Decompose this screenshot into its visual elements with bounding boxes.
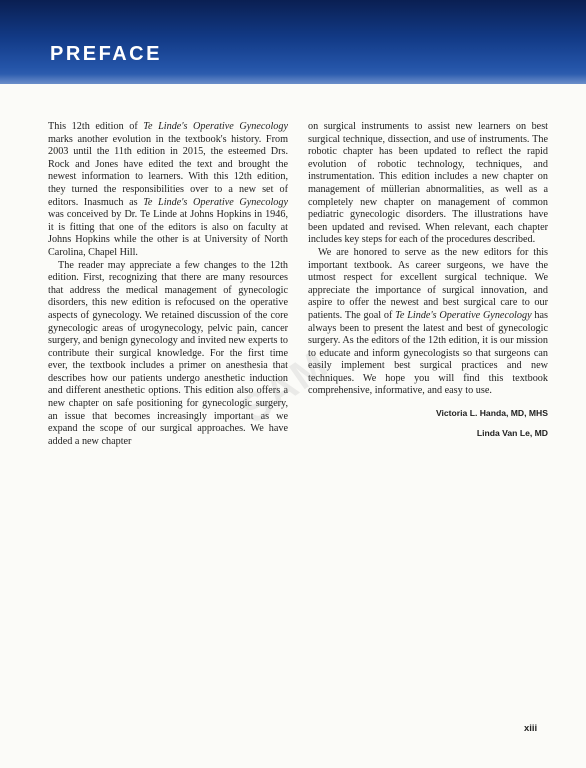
paragraph-1-text-a: This 12th edition of <box>48 121 144 132</box>
paragraph-2-continued: on surgical instruments to assist new learners on best surgical technique, dissection, and use of instruments. The robotic chapter has been updated to reflect the rapid evolution of robotic technology, techniques, and instrumentation. This edition includes a new chapter on management of müllerian abnormalities, as well as a completely new chapter on management of common pediatric gynecologic disorders. The illustrations have been updated and revised. When relevant, each chapter includes key steps for each of the procedures described. <box>308 121 548 246</box>
paragraph-1 <box>48 121 288 260</box>
paragraph-3-text-a: We are honored to serve as the new editors for this important textbook. As career surgeons, we have the utmost respect for excellent surgical technique. We appreciate the importance of surgical innovation, and aspire to offer the newest and best surgical care to our patients. The goal of <box>308 246 548 321</box>
editor-signature-2: Linda Van Le, MD <box>476 428 548 439</box>
paragraph-2: The reader may appreciate a few changes to the 12th edition. First, recognizing that there are many resources that address the medical management of gynecologic disorders, this new edition is refocused on the operative aspects of gynecology. We retained discussion of the core gynecologic areas of urogynecology, pelvic pain, cancer surgery, and benign gynecology and invited new experts to contribute their surgical knowledge. For the first time ever, the textbook includes a primer on anesthesia that describes how our patients undergo anesthetic induction and different anesthetic options. This edition also offers a new chapter on safe positioning for gynecologic surgery, an issue that becomes increasingly important as we expand the scope of our surgical approaches. We have added a new chapter <box>48 259 288 447</box>
paragraph-1-text-c: was conceived by Dr. Te Linde at Johns Hopkins in 1946, it is fitting that one of the editors is also on faculty at Johns Hopkins while the other is at University of North Carolina, Chapel Hill. <box>48 209 288 258</box>
paragraph-3-text-b: has always been to present the latest and best of gynecologic surgery. As the editors of the 12th edition, it is our mission to educate and inform gynecologists so that surgeons can easily implement best surgical practices and new techniques. We hope you will find this textbook comprehensive, informative, and easy to use. <box>308 309 548 397</box>
book-title-italic: Te Linde's Operative Gynecology <box>395 309 532 321</box>
paragraph-1-text-b: marks another evolution in the textbook's history. From 2003 until the 11th edition in 2015, the esteemed Drs. Rock and Jones have edited the text and brought the newest information to learners. With this 12th edition, they turned the responsibilities over to a new set of editors. Inasmuch as <box>48 133 288 208</box>
watermark: SAM <box>233 341 337 433</box>
text-column-right <box>308 121 548 439</box>
paragraph-3 <box>308 247 548 398</box>
text-column-left <box>48 121 288 448</box>
chapter-header-band <box>0 0 586 84</box>
book-title-italic: Te Linde's Operative Gynecology <box>143 196 288 208</box>
book-title-italic: Te Linde's Operative Gynecology <box>143 121 288 132</box>
page-number: xiii <box>524 723 538 734</box>
editor-signature-1: Victoria L. Handa, MD, MHS <box>435 408 548 419</box>
chapter-title: PREFACE <box>50 43 162 65</box>
